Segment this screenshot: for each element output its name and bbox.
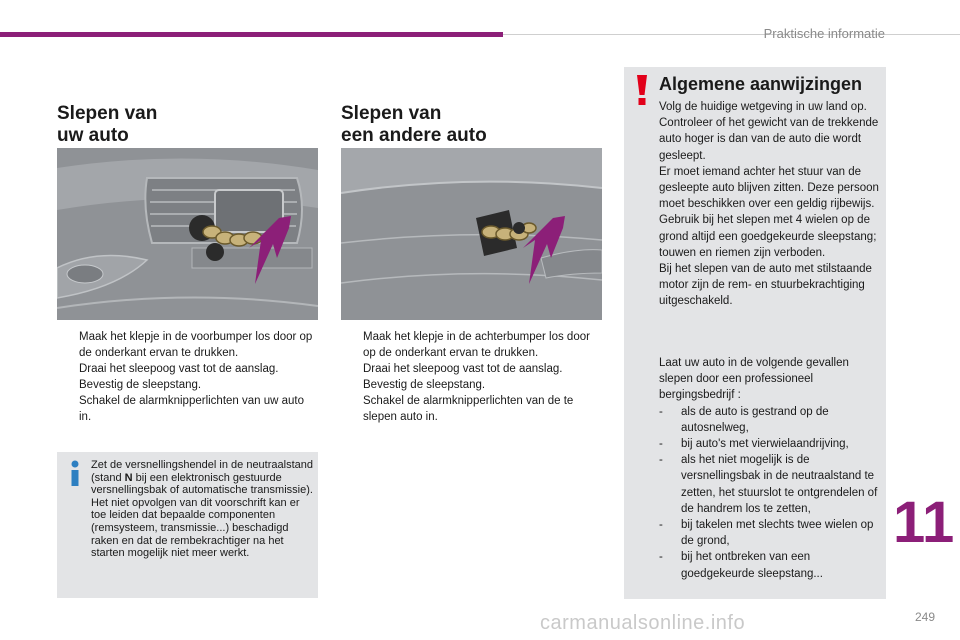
watermark: carmanualsonline.info — [540, 612, 746, 634]
list-item: - als de auto is gestrand op de autosnelweg, — [659, 405, 829, 434]
paragraph: Volg de huidige wetgeving in uw land op. — [659, 101, 867, 113]
list-item: Maak het klepje in de voorbumper los door op de onderkant ervan te drukken. — [79, 331, 313, 359]
paragraph: Gebruik bij het slepen met 4 wielen op de grond altijd een goedgekeurde sleepstang; touwen en riemen zijn verboden. — [659, 214, 877, 259]
front-bumper-photo — [57, 148, 318, 320]
section-title-other-car — [341, 103, 581, 147]
general-paragraphs — [659, 99, 881, 310]
list-item: - bij het ontbreken van een goedgekeurde sleepstang... — [659, 551, 823, 580]
header-accent-bar — [0, 32, 503, 37]
exclamation-icon — [634, 75, 650, 105]
towing-own-car-steps — [57, 329, 319, 425]
info-icon — [67, 460, 83, 486]
list-item: Bevestig de sleepstang. — [363, 379, 486, 391]
list-item: - bij auto's met vierwielaandrijving, — [659, 438, 849, 451]
rear-bumper-illustration — [341, 148, 602, 320]
title-line: uw auto — [57, 125, 129, 146]
chapter-label: Praktische informatie — [763, 26, 885, 41]
list-item: Schakel de alarmknipperlichten van uw auto in. — [79, 395, 305, 423]
list-item: Bevestig de sleepstang. — [79, 379, 202, 391]
list-item: Maak het klepje in de achterbumper los door op de onderkant ervan te drukken. — [363, 331, 590, 359]
info-note — [57, 452, 318, 598]
title-line: Slepen van — [341, 103, 442, 124]
paragraph: Bij het slepen van de auto met stilstaande motor zijn de rem- en stuurbekrachtiging uitgeschakeld. — [659, 263, 872, 308]
professional-towing — [659, 355, 881, 582]
info-text: Zet de versnellingshendel in de neutraalstand (stand N bij een elektronisch gestuurde versnellingsbak of automatische transmissie). Het niet opvolgen van dit voorschrift kan er toe leiden dat bepaalde componenten (remsysteem, transmissie...) beschadigd raken en dat de rembekrachtiger na het starten mogelijk niet meer werkt. — [91, 459, 313, 560]
paragraph: Controleer of het gewicht van de trekkende auto hoger is dan van de auto die wordt gesleept. — [659, 117, 879, 162]
paragraph: Er moet iemand achter het stuur van de gesleepte auto blijven zitten. Deze persoon moet beschikken over een geldig rijbewijs. — [659, 165, 879, 211]
header-rule — [503, 34, 960, 35]
towing-cases-list — [659, 404, 881, 582]
list-item: - bij takelen met slechts twee wielen op de grond, — [659, 519, 874, 548]
general-title: Algemene aanwijzingen — [659, 74, 863, 94]
general-instructions-panel — [624, 67, 886, 599]
paragraph: Laat uw auto in de volgende gevallen slepen door een professioneel bergingsbedrijf : — [659, 357, 849, 402]
rear-bumper-photo — [341, 148, 602, 320]
chapter-number: 11 — [893, 490, 955, 555]
section-title-own-car — [57, 103, 277, 147]
title-line: een andere auto — [341, 125, 487, 146]
list-item: Schakel de alarmknipperlichten van de te slepen auto in. — [363, 395, 574, 423]
list-item: - als het niet mogelijk is de versnellingsbak in de neutraalstand te zetten, het stuurslot te ontgrendelen of de handrem los te zetten, — [659, 454, 878, 515]
list-item: Draai het sleepoog vast tot de aanslag. — [79, 363, 279, 375]
title-line: Slepen van — [57, 103, 158, 124]
list-item: Draai het sleepoog vast tot de aanslag. — [363, 363, 563, 375]
towing-other-car-steps — [341, 329, 603, 425]
front-bumper-illustration — [57, 148, 318, 320]
page-number: 249 — [915, 610, 936, 624]
